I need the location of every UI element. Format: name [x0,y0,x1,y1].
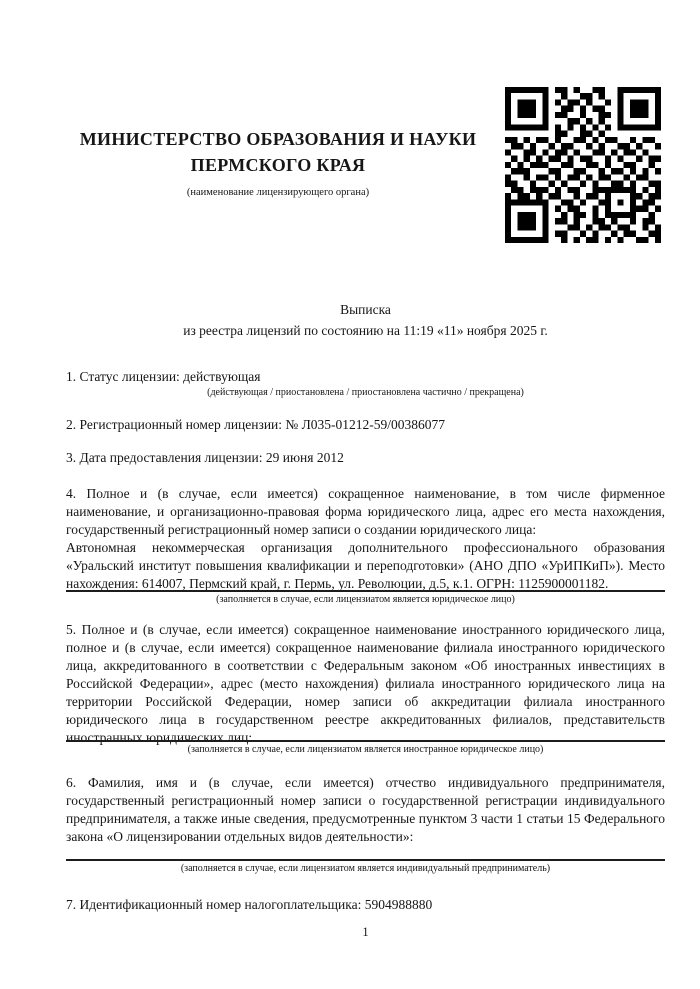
document-title [66,299,665,341]
item-6-individual-entrepreneur [66,774,665,846]
item-1-caption: (действующая / приостановлена / приостановлена частично / прекращена) [207,387,524,398]
qr-code [505,87,661,243]
page-number: 1 [362,925,369,939]
document-title-line1: Выписка [340,302,391,317]
item-4-legal-entity [66,485,665,593]
ministry-caption: (наименование лицензирующего органа) [186,187,370,198]
item-4-label: 4. Полное и (в случае, если имеется) сокращенное наименование, в том числе фирменное наименование, и организационно-правовая форма юридического лица, адрес его места нахождения, государственный регистрационный номер записи о создании юридического лица: [66,486,665,537]
item-2-registration-number: 2. Регистрационный номер лицензии: № Л035-01212-59/00386077 [66,417,446,432]
item-4-caption: (заполняется в случае, если лицензиатом является юридическое лицо) [216,594,515,605]
item-3-grant-date: 3. Дата предоставления лицензии: 29 июня 2012 [66,450,344,465]
item-5-label: 5. Полное и (в случае, если имеется) сокращенное наименование иностранного юридического лица, полное и (в случае, если имеется) сокращенное наименование филиала иностранного юридического лица, аккредитованного в соответствии с Федеральным законом «Об иностранных инвестициях в Российской Федерации», адрес (место нахождения) филиала иностранного юридического лица на территории Российской Федерации, номер записи об аккредитации филиала иностранного юридического лица в государственном реестре аккредитованных филиалов, представительств иностранных юридических лиц: [66,622,665,745]
item-4-value: Автономная некоммерческая организация дополнительного профессионального образования «Уральский институт повышения квалификации и переподготовки» (АНО ДПО «УрИПКиП»). Место нахождения: 614007, Пермский край, г. Пермь, ул. Революции, д.5, к.1. ОГРН: 1125900001182. [66,540,665,591]
item-7-taxpayer-id: 7. Идентификационный номер налогоплательщика: 5904988880 [66,897,433,912]
ministry-name-line1: МИНИСТЕРСТВО ОБРАЗОВАНИЯ И НАУКИ [79,129,477,149]
item-6-label: 6. Фамилия, имя и (в случае, если имеется) отчество индивидуального предпринимателя, государственный регистрационный номер записи о государственной регистрации индивидуального предпринимателя, а также иные сведения, предусмотренные пунктом 3 части 1 статьи 15 Федерального закона «О лицензировании отдельных видов деятельности»: [66,775,665,844]
item-5-caption: (заполняется в случае, если лицензиатом является иностранное юридическое лицо) [187,744,544,755]
item-6-fill-line [66,859,665,861]
document-title-line2: из реестра лицензий по состоянию на 11:19 «11» ноября 2025 г. [183,323,548,338]
item-1-license-status: 1. Статус лицензии: действующая [66,369,261,384]
item-6-caption: (заполняется в случае, если лицензиатом является индивидуальный предприниматель) [180,863,551,874]
ministry-name [66,126,490,178]
ministry-name-line2: ПЕРМСКОГО КРАЯ [190,155,366,175]
item-5-fill-line [66,740,665,742]
item-5-foreign-entity [66,621,665,747]
item-4-fill-line [66,590,665,592]
